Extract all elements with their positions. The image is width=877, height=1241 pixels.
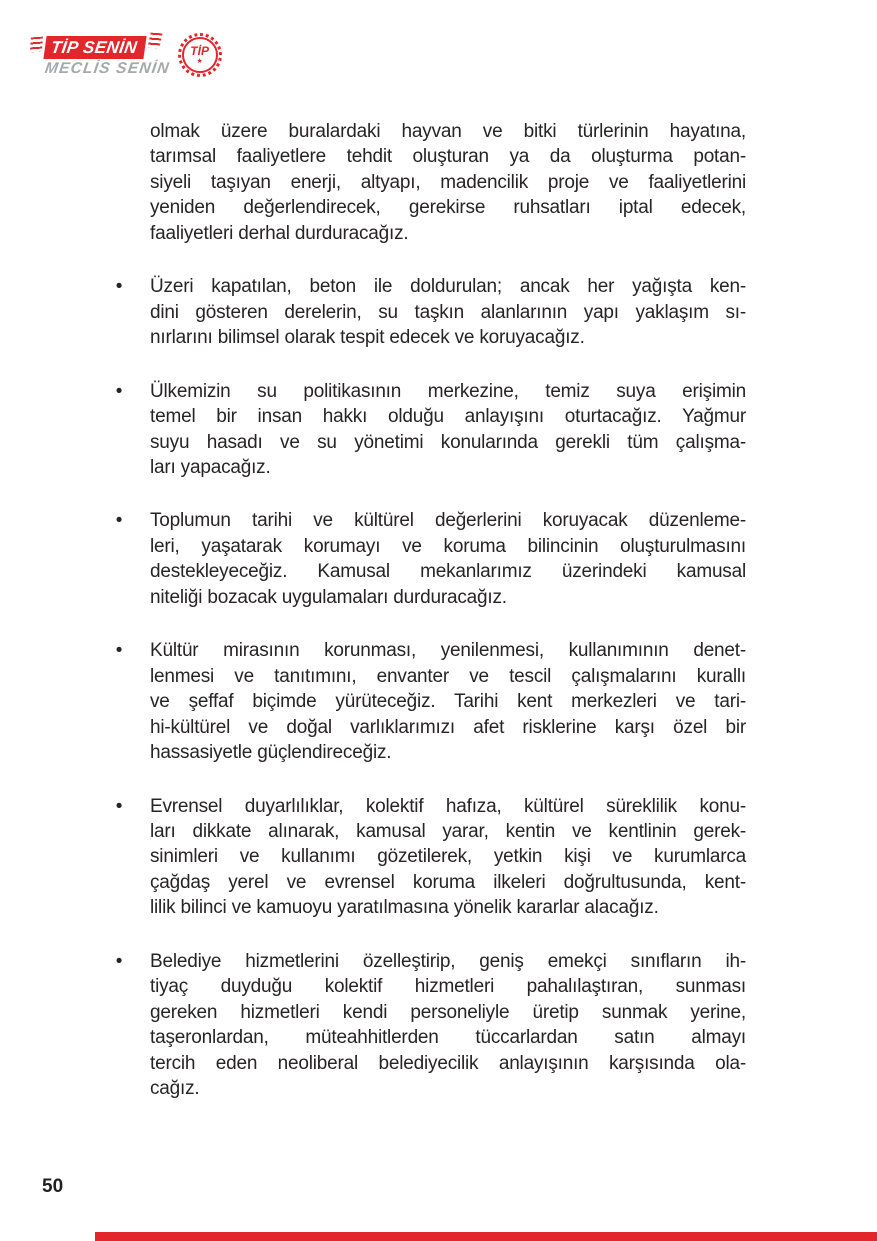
text-line: taşeronlardan, müteahhitlerden tüccarlardan satın almayı <box>150 1027 746 1049</box>
bullet-paragraph <box>115 949 746 1102</box>
bullet-marker: • <box>115 795 123 817</box>
party-logo <box>45 36 218 77</box>
bullet-marker: • <box>115 380 123 402</box>
bullet-marker: • <box>115 640 123 662</box>
text-line: nırlarını bilimsel olarak tespit edecek ve koruyacağız. <box>150 327 585 349</box>
bullet-marker: • <box>115 510 123 532</box>
footer-red-bar <box>95 1232 877 1241</box>
text-line: Kültür mirasının korunması, yenilenmesi, kullanımının denet- <box>150 640 746 662</box>
burst-lines-icon <box>148 33 163 49</box>
text-line: gereken hizmetleri kendi personeliyle üretip sunmak yerine, <box>150 1001 746 1023</box>
text-line: Evrensel duyarlılıklar, kolektif hafıza, kültürel süreklilik konu- <box>150 795 746 817</box>
text-line: ve şeffaf biçimde yürüteceğiz. Tarihi kent merkezleri ve tari- <box>150 691 746 713</box>
tip-party-emblem-icon <box>182 37 218 73</box>
text-line: ları dikkate alınarak, kamusal yarar, kentin ve kentlinin gerek- <box>150 820 746 842</box>
text-line: Toplumun tarihi ve kültürel değerlerini koruyacak düzenleme- <box>150 510 746 532</box>
text-line: sinimleri ve kullanımı gözetilerek, yetkin kişi ve kurumlarca <box>150 846 746 868</box>
text-line: suyu hasadı ve su yönetimi konularında gerekli tüm çalışma- <box>150 431 746 453</box>
burst-lines-icon <box>30 37 43 53</box>
text-line: Üzeri kapatılan, beton ile doldurulan; ancak her yağışta ken- <box>150 276 746 298</box>
bullet-paragraph <box>115 638 746 765</box>
logo-line1: TİP SENİN <box>49 38 139 57</box>
text-line: dini gösteren derelerin, su taşkın alanlarının yapı yaklaşım sı- <box>150 301 746 323</box>
text-line: hi-kültürel ve doğal varlıklarımızı afet risklerine karşı özel bir <box>150 716 746 738</box>
bullet-paragraph <box>115 379 746 481</box>
bullet-marker: • <box>115 276 123 298</box>
paragraph <box>150 119 746 246</box>
text-line: ları yapacağız. <box>150 456 271 478</box>
text-line: tarımsal faaliyetlere tehdit oluşturan ya da oluşturma potan- <box>150 146 746 168</box>
text-line: olmak üzere buralardaki hayvan ve bitki türlerinin hayatına, <box>150 121 746 142</box>
text-line: leri, yaşatarak korumayı ve koruma bilincinin oluşturulmasını <box>150 535 746 557</box>
body-text <box>115 119 746 1102</box>
emblem-star-icon: ★ <box>196 58 203 65</box>
bullet-marker: • <box>115 950 123 972</box>
bullet-paragraph <box>115 794 746 921</box>
text-line: temel bir insan hakkı olduğu anlayışını oturtacağız. Yağmur <box>150 406 746 428</box>
page-number: 50 <box>42 1176 64 1197</box>
text-line: lilik bilinci ve kamuoyu yaratılmasına yönelik kararlar alacağız. <box>150 897 659 919</box>
text-line: faaliyetleri derhal durduracağız. <box>150 222 409 244</box>
text-line: Ülkemizin su politikasının merkezine, temiz suya erişimin <box>150 380 746 402</box>
logo-meclis-senin: MECLİS SENİN <box>43 60 171 77</box>
text-line: yeniden değerlendirecek, gerekirse ruhsatları iptal edecek, <box>150 197 746 219</box>
text-line: lenmesi ve tanıtımını, envanter ve tescil çalışmalarını kurallı <box>150 665 746 687</box>
text-line: hassasiyetle güçlendireceğiz. <box>150 742 392 764</box>
emblem-text: TİP <box>190 44 209 58</box>
logo-text-block <box>45 36 170 77</box>
text-line: çağdaş yerel ve evrensel koruma ilkeleri doğrultusunda, kent- <box>150 871 746 893</box>
bullet-paragraph <box>115 508 746 610</box>
text-line: niteliği bozacak uygulamaları durduracağız. <box>150 586 507 608</box>
logo-tip-senin <box>43 36 146 59</box>
text-line: destekleyeceğiz. Kamusal mekanlarımız üzerindeki kamusal <box>150 561 746 583</box>
text-line: tiyaç duyduğu kolektif hizmetleri pahalılaştıran, sunması <box>150 976 746 998</box>
text-line: cağız. <box>150 1078 200 1100</box>
text-line: tercih eden neoliberal belediyecilik anlayışının karşısında ola- <box>150 1052 746 1074</box>
text-line: siyeli taşıyan enerji, altyapı, madencilik proje ve faaliyetlerini <box>150 171 746 193</box>
bullet-paragraph <box>115 274 746 350</box>
text-line: Belediye hizmetlerini özelleştirip, geniş emekçi sınıfların ih- <box>150 950 746 972</box>
